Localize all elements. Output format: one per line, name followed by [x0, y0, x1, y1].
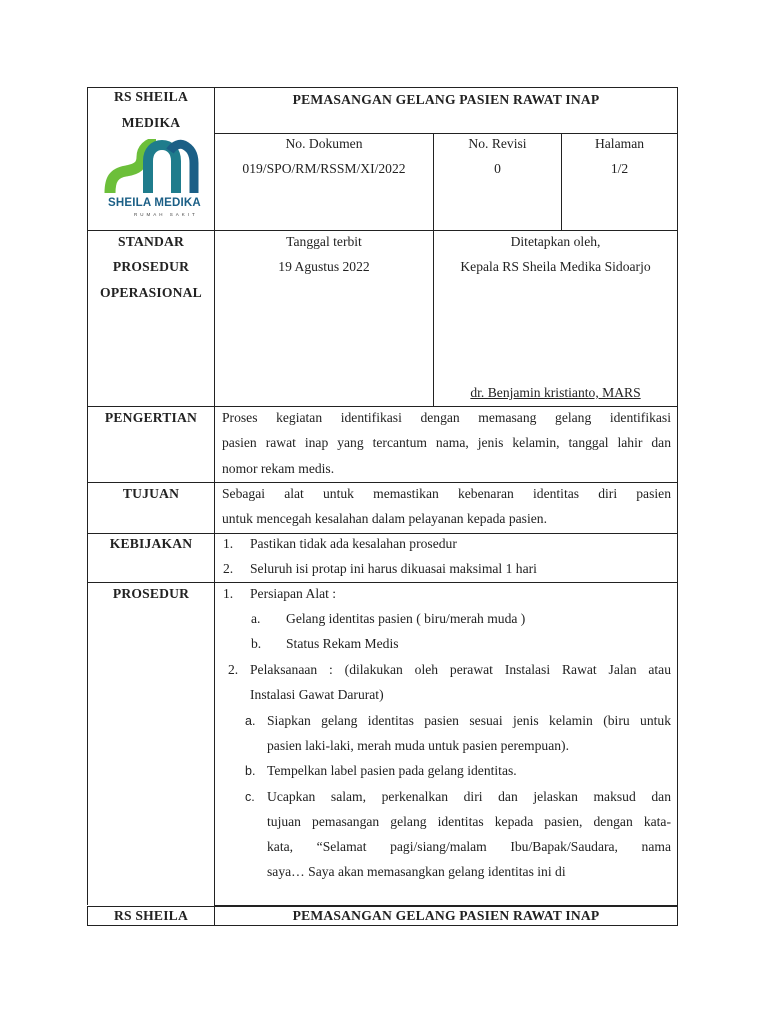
prosedur-step2-num: 2.	[228, 662, 239, 677]
halaman-label: Halaman	[594, 136, 645, 151]
prosedur-step1-a-num: a.	[251, 611, 261, 626]
prosedur-step2-line1: Pelaksanaan : (dilakukan oleh perawat Instalasi Rawat Jalan atau	[250, 662, 671, 677]
no-revisi-value: 0	[494, 161, 501, 176]
next-page-org-name: RS SHEILA	[114, 908, 188, 923]
ditetapkan-label: Ditetapkan oleh,	[510, 234, 601, 249]
spo-label-line1: STANDAR	[117, 234, 185, 249]
next-page-title: PEMASANGAN GELANG PASIEN RAWAT INAP	[292, 908, 600, 923]
signer-name: dr. Benjamin kristianto, MARS	[470, 385, 641, 400]
prosedur-a-line1: Siapkan gelang identitas pasien sesuai jenis kelamin (biru untuk	[267, 713, 671, 728]
no-dokumen-label: No. Dokumen	[285, 136, 363, 151]
prosedur-a-line2: pasien laki-laki, merah muda untuk pasien perempuan).	[267, 738, 569, 753]
logo-text: SHEILA MEDIKA	[108, 197, 201, 209]
prosedur-step2-line2: Instalasi Gawat Darurat)	[250, 687, 384, 702]
prosedur-step1-num: 1.	[223, 586, 234, 601]
kebijakan-label: KEBIJAKAN	[109, 536, 193, 551]
kebijakan-item-1-text: Pastikan tidak ada kesalahan prosedur	[250, 536, 457, 551]
pengertian-label: PENGERTIAN	[104, 410, 198, 425]
no-revisi-label: No. Revisi	[468, 136, 527, 151]
halaman-value: 1/2	[610, 161, 629, 176]
prosedur-c-num: c.	[245, 790, 255, 804]
no-dokumen-value: 019/SPO/RM/RSSM/XI/2022	[242, 161, 406, 176]
spo-label-line2: PROSEDUR	[112, 259, 190, 274]
prosedur-b-line1: Tempelkan label pasien pada gelang identitas.	[267, 763, 517, 778]
prosedur-b-num: b.	[245, 764, 256, 778]
tujuan-line2: untuk mencegah kesalahan dalam pelayanan kepada pasien.	[222, 511, 547, 526]
org-name-line1: RS SHEILA	[114, 89, 188, 104]
hospital-logo-mark-icon	[104, 139, 200, 197]
prosedur-step1-b-text: Status Rekam Medis	[286, 636, 399, 651]
pengertian-line3: nomor rekam medis.	[222, 461, 335, 476]
pengertian-line1: Proses kegiatan identifikasi dengan memasang gelang identifikasi	[222, 410, 671, 425]
prosedur-step1-b-num: b.	[251, 636, 262, 651]
prosedur-step1-text: Persiapan Alat :	[250, 586, 337, 601]
tujuan-label: TUJUAN	[122, 486, 180, 501]
prosedur-a-num: a.	[245, 714, 256, 728]
prosedur-c-line1: Ucapkan salam, perkenalkan diri dan jelaskan maksud dan	[267, 789, 671, 804]
hospital-logo	[104, 139, 200, 219]
tanggal-terbit-label: Tanggal terbit	[286, 234, 362, 249]
org-name-line2: MEDIKA	[121, 115, 181, 130]
tujuan-line1: Sebagai alat untuk memastikan kebenaran identitas diri pasien	[222, 486, 671, 501]
spo-label-line3: OPERASIONAL	[100, 285, 202, 300]
kebijakan-item-2-num: 2.	[223, 561, 234, 576]
document-title: PEMASANGAN GELANG PASIEN RAWAT INAP	[292, 92, 600, 107]
prosedur-c-line4: saya… Saya akan memasangkan gelang identitas ini di	[267, 864, 566, 879]
prosedur-label: PROSEDUR	[112, 586, 190, 601]
kebijakan-item-1-num: 1.	[223, 536, 234, 551]
pengertian-line2: pasien rawat inap yang tercantum nama, jenis kelamin, tanggal lahir dan	[222, 435, 671, 450]
kebijakan-item-2-text: Seluruh isi protap ini harus dikuasai maksimal 1 hari	[250, 561, 537, 576]
tanggal-terbit-value: 19 Agustus 2022	[278, 259, 370, 274]
prosedur-c-line2: tujuan pemasangan gelang identitas kepada pasien, dengan kata-	[267, 814, 671, 829]
prosedur-c-line3: kata, “Selamat pagi/siang/malam Ibu/Bapak/Saudara, nama	[267, 839, 671, 854]
prosedur-step1-a-text: Gelang identitas pasien ( biru/merah muda )	[286, 611, 526, 626]
logo-subtext: RUMAH SAKIT	[134, 212, 198, 217]
ditetapkan-value: Kepala RS Sheila Medika Sidoarjo	[460, 259, 651, 274]
